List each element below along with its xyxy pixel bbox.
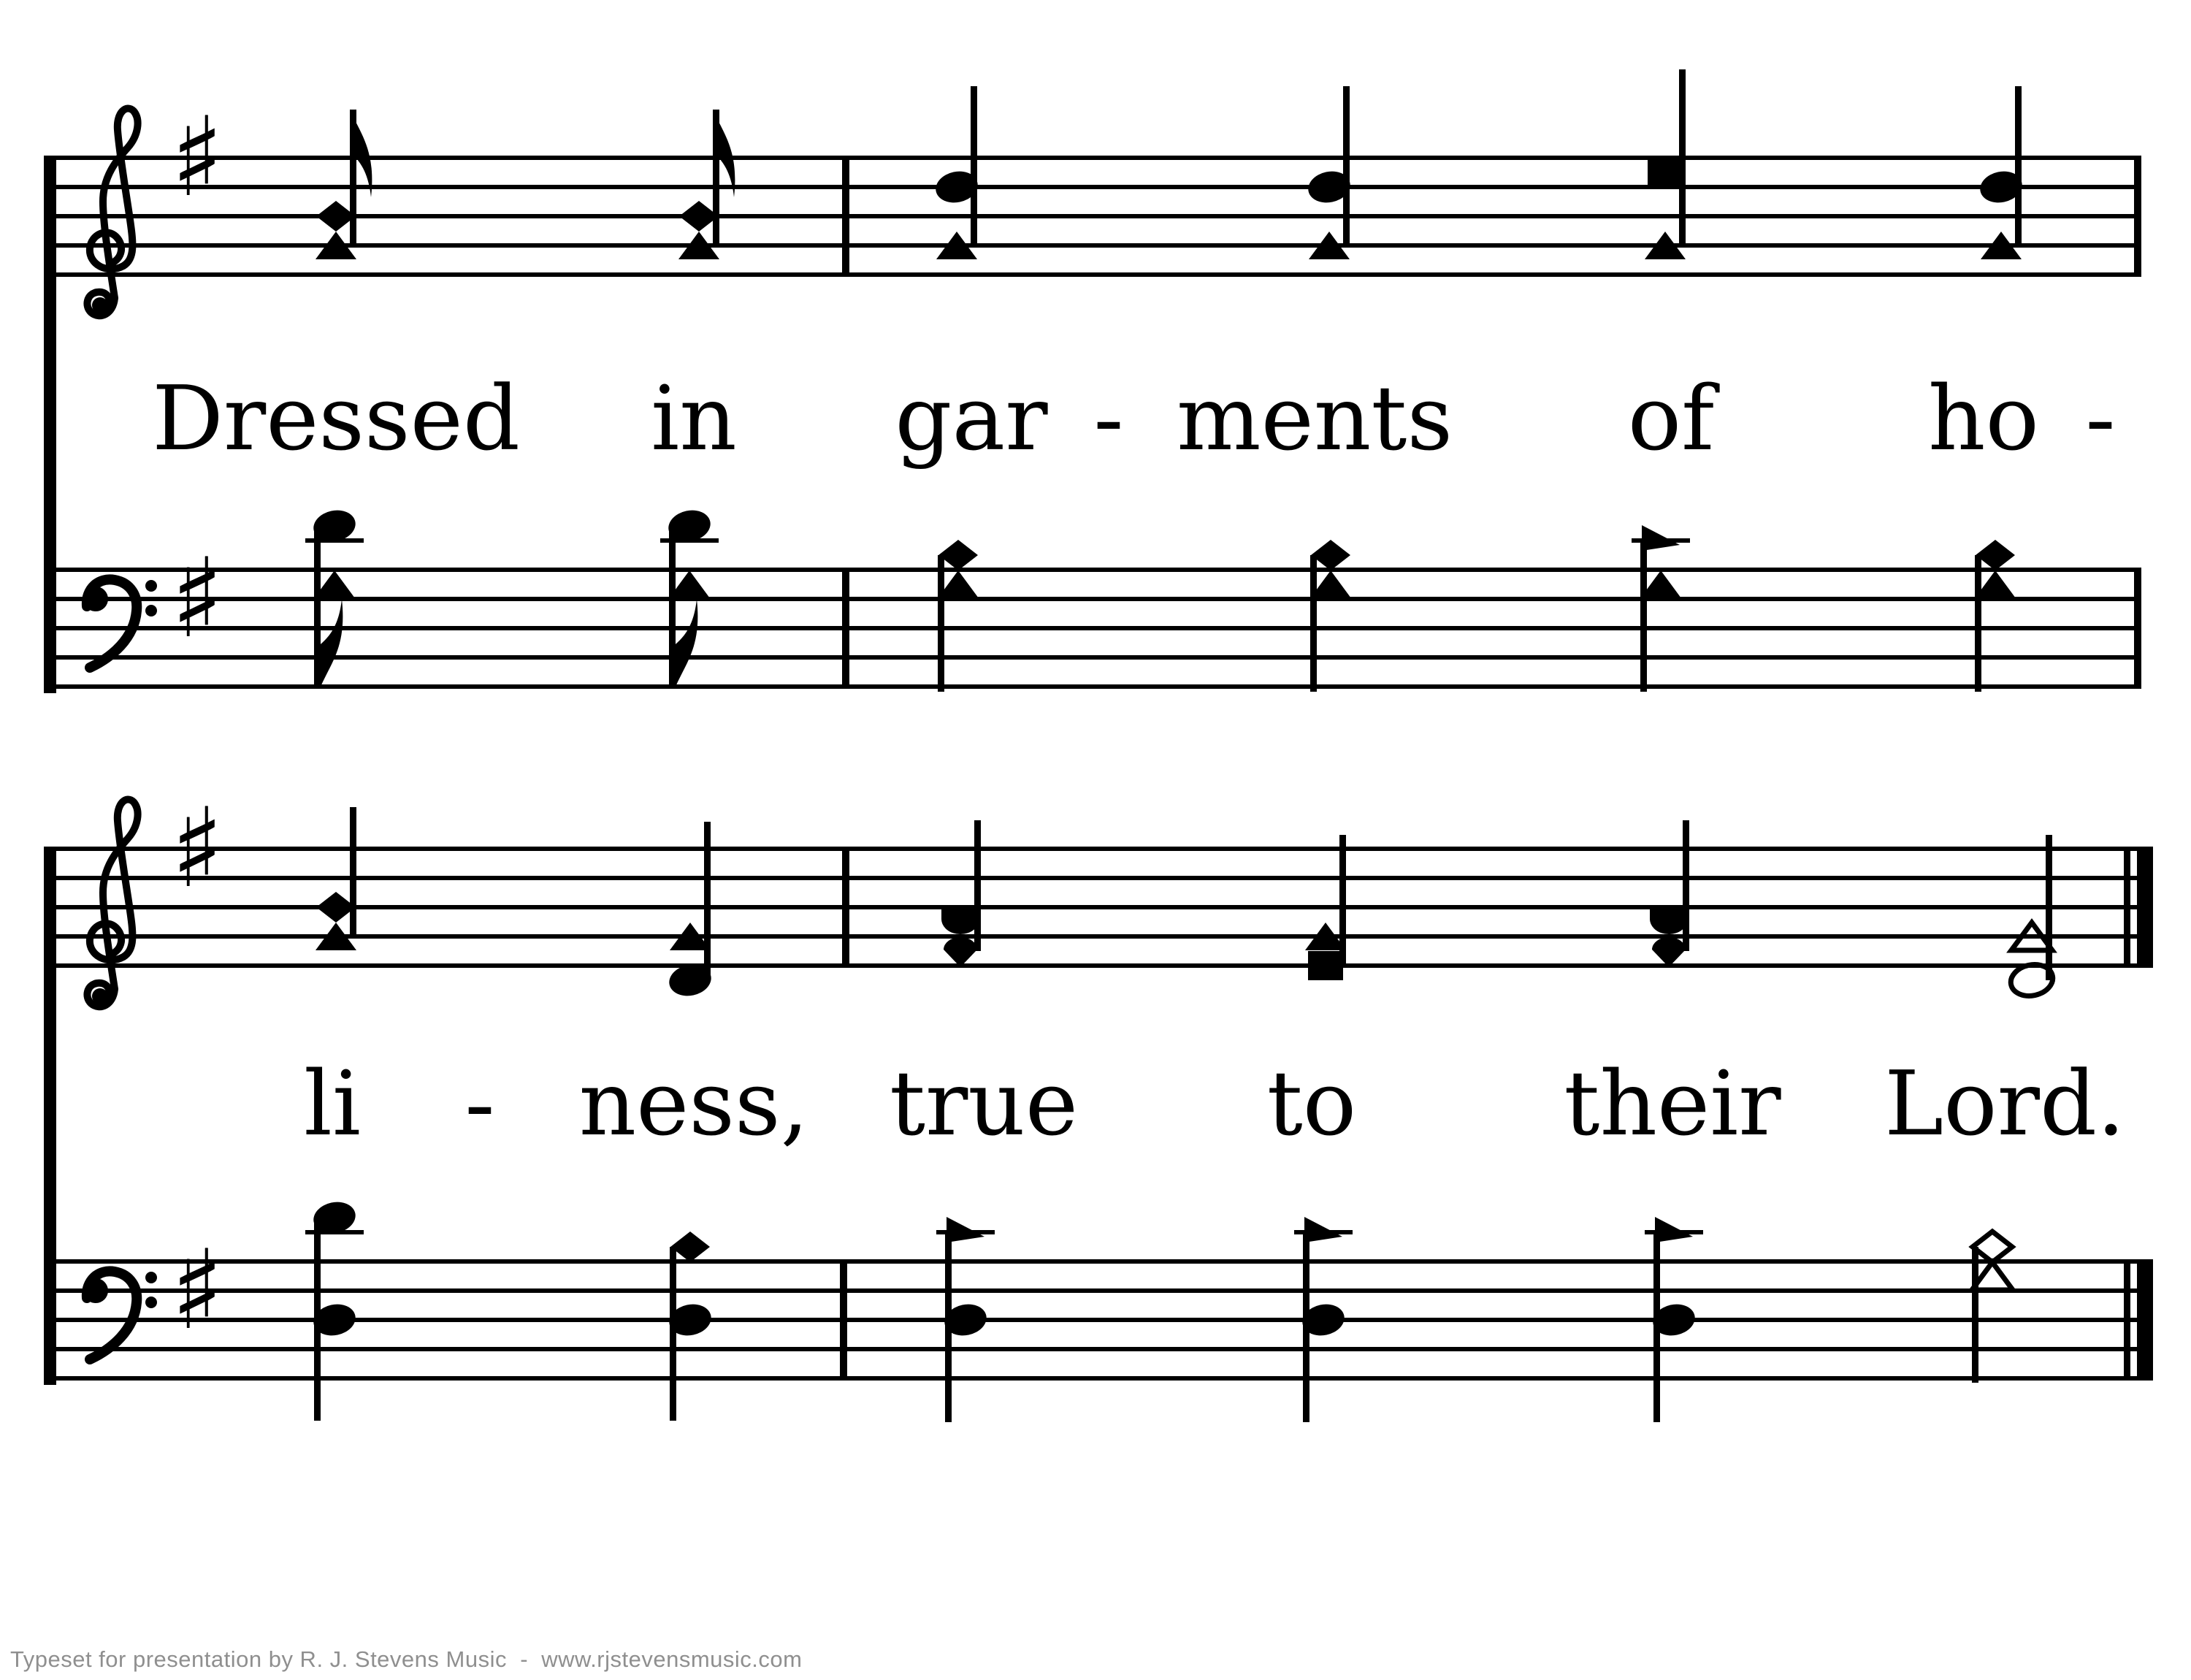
staff-line (44, 684, 2141, 689)
eighth-flag-icon (321, 599, 343, 687)
eighth-flag-icon (676, 599, 697, 687)
treble-clef-icon (87, 108, 137, 316)
notehead-diamond (1311, 540, 1350, 570)
staff-line (44, 847, 2153, 851)
lyric-word: li (303, 1052, 362, 1156)
note-stem (938, 555, 944, 692)
staff-line (44, 626, 2141, 630)
note-stem (704, 822, 711, 980)
notehead-cone (1652, 937, 1686, 966)
notehead-cup (941, 909, 979, 934)
lyric-word: of (1627, 367, 1715, 470)
note-stem (1972, 1247, 1978, 1383)
notehead-diamond (679, 201, 719, 232)
staff-line (44, 963, 2153, 968)
note-stem (1640, 541, 1647, 692)
notehead-flag (1642, 525, 1680, 551)
note-stem (670, 1247, 676, 1421)
final-thick-barline (2137, 847, 2153, 968)
lyric-word: to (1266, 1052, 1357, 1156)
note-stem (1683, 820, 1689, 951)
footer-credit: Typeset for presentation by R. J. Stevens Music - www.rjstevensmusic.com (10, 1646, 803, 1672)
note-stem (2015, 86, 2022, 245)
bass-clef-icon (83, 579, 157, 668)
staff-line (44, 655, 2141, 660)
sharp-icon: ♯ (170, 94, 224, 221)
final-barline (2134, 568, 2141, 689)
lyric-word: - (464, 1052, 495, 1156)
lyric-word: their (1564, 1052, 1781, 1156)
lyric-word: true (889, 1052, 1079, 1156)
notehead-flag (1304, 1217, 1342, 1242)
note-stem (1343, 86, 1350, 245)
lyric-word: - (2085, 367, 2116, 470)
staff-line (44, 1347, 2153, 1351)
staff-line (44, 272, 2141, 277)
final-thick-barline (2137, 1259, 2153, 1381)
final-thin-barline (2124, 1259, 2130, 1381)
system-barline (44, 847, 56, 1385)
staff-line (44, 934, 2153, 939)
notehead-diamond (316, 201, 356, 232)
note-stem (1975, 555, 1981, 692)
staff-line (44, 1288, 2153, 1293)
notehead-square (1648, 158, 1683, 187)
staff-line (44, 568, 2141, 572)
staff-line (44, 1376, 2153, 1381)
note-stem (350, 807, 356, 936)
lyric-word: gar (895, 367, 1048, 470)
notehead-flag (947, 1217, 984, 1242)
staff-line (44, 597, 2141, 601)
note-stem (669, 526, 676, 687)
notehead-diamond (938, 540, 978, 570)
note-stem (1679, 69, 1686, 245)
note-stem (1310, 555, 1317, 692)
barline (842, 568, 849, 689)
sharp-icon: ♯ (170, 785, 224, 912)
notehead-diamond (316, 892, 356, 923)
staff-line (44, 876, 2153, 880)
notehead-diamond-open (1973, 1232, 2012, 1262)
notehead-cup (1650, 909, 1688, 934)
final-barline (2134, 156, 2141, 277)
staff-line (44, 1318, 2153, 1322)
staff-line (44, 214, 2141, 218)
lyric-word: in (651, 367, 737, 470)
staff-line (44, 185, 2141, 189)
final-thin-barline (2124, 847, 2130, 968)
note-stem (974, 820, 981, 951)
lyric-word: Dressed (152, 367, 520, 470)
notehead-flag (1655, 1217, 1693, 1242)
lyric-word: ho (1927, 367, 2040, 470)
sharp-icon: ♯ (170, 1227, 224, 1354)
system-barline (44, 156, 56, 693)
notehead-cone (944, 937, 977, 966)
notehead-diamond (670, 1232, 710, 1262)
note-stem (2046, 835, 2052, 980)
notehead-square (1308, 951, 1343, 980)
barline (842, 156, 849, 277)
bass-clef-icon (83, 1271, 157, 1359)
barline (842, 847, 849, 968)
staff-line (44, 905, 2153, 909)
sharp-icon: ♯ (170, 535, 224, 663)
notehead-diamond (1976, 540, 2015, 570)
staff-line (44, 243, 2141, 248)
lyric-word: - (1093, 367, 1124, 470)
lyric-word: ments (1176, 367, 1453, 470)
treble-clef-icon (87, 799, 137, 1007)
staff-line (44, 1259, 2153, 1264)
note-stem (971, 86, 977, 245)
note-stem (314, 526, 321, 687)
barline (840, 1259, 847, 1381)
lyric-word: ness, (578, 1052, 809, 1156)
lyric-word: Lord. (1884, 1052, 2125, 1156)
